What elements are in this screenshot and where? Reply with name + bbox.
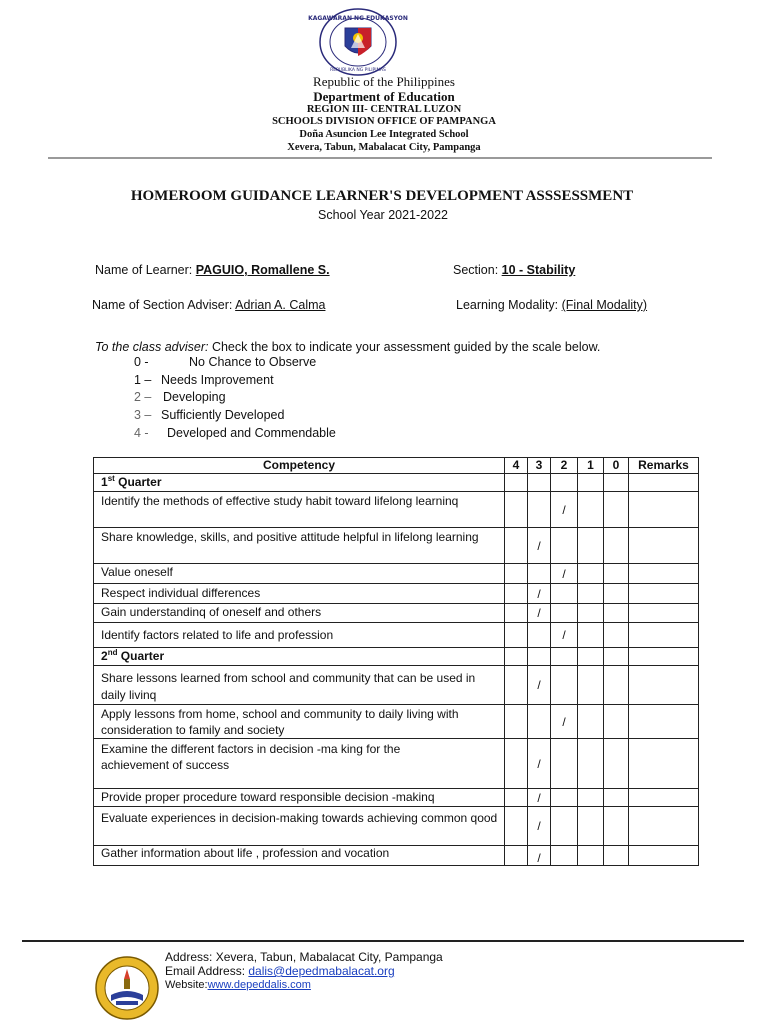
score-cell[interactable]	[505, 528, 528, 564]
score-cell[interactable]	[604, 807, 629, 846]
scale-num: 1 –	[134, 373, 152, 387]
score-cell[interactable]	[505, 789, 528, 807]
remarks-cell[interactable]	[629, 564, 699, 584]
remarks-cell[interactable]	[629, 666, 699, 705]
score-cell[interactable]	[604, 648, 629, 666]
score-cell[interactable]	[604, 584, 629, 604]
table-row	[94, 528, 699, 564]
score-cell[interactable]	[551, 739, 578, 789]
table-row	[94, 564, 699, 584]
header-divider	[48, 157, 712, 159]
table-row	[94, 584, 699, 604]
learner-label: Name of Learner:	[95, 263, 196, 277]
header-remarks: Remarks	[629, 458, 699, 474]
score-cell[interactable]	[505, 648, 528, 666]
footer-website	[165, 979, 311, 991]
score-cell[interactable]	[505, 584, 528, 604]
header-1: 1	[578, 458, 604, 474]
score-cell[interactable]	[528, 705, 551, 739]
footer-email	[165, 964, 395, 978]
score-cell[interactable]	[551, 648, 578, 666]
table-row	[94, 789, 699, 807]
score-cell[interactable]	[578, 739, 604, 789]
school-logo	[94, 955, 160, 1021]
check-mark[interactable]: /	[551, 705, 578, 739]
learner-name: PAGUIO, Romallene S.	[195, 263, 330, 277]
scale-label: Needs Improvement	[161, 373, 274, 387]
modality-label: Learning Modality:	[456, 298, 562, 312]
section-label: Section:	[453, 263, 502, 277]
table-row	[94, 807, 699, 846]
instructions-lead: To the class adviser:	[95, 340, 209, 354]
header-address: Xevera, Tabun, Mabalacat City, Pampanga	[287, 142, 481, 153]
score-cell[interactable]	[551, 789, 578, 807]
deped-seal	[308, 8, 408, 76]
score-cell[interactable]	[604, 604, 629, 623]
learner-field	[95, 263, 330, 277]
score-cell[interactable]	[578, 623, 604, 648]
remarks-cell[interactable]	[629, 739, 699, 789]
remarks-cell[interactable]	[629, 705, 699, 739]
score-cell[interactable]	[578, 528, 604, 564]
score-cell[interactable]	[604, 739, 629, 789]
score-cell[interactable]	[578, 648, 604, 666]
header-republic: Republic of the Philippines	[313, 74, 455, 89]
score-cell[interactable]	[578, 705, 604, 739]
score-cell[interactable]	[604, 528, 629, 564]
header-4: 4	[505, 458, 528, 474]
check-mark[interactable]: /	[528, 528, 551, 564]
adviser-field	[92, 298, 325, 312]
competency-text: Value oneself	[94, 564, 505, 584]
score-cell[interactable]	[505, 492, 528, 528]
competency-text: Share knowledge, skills, and positive attitude helpful in lifelong learning	[94, 528, 505, 564]
competency-text: Gain understandinq of oneself and others	[94, 604, 505, 623]
school-year: School Year 2021-2022	[318, 208, 448, 222]
competency-text: Identify the methods of effective study habit toward lifelong learninq	[94, 492, 505, 528]
quarter-label: 2nd Quarter	[94, 648, 505, 666]
remarks-cell[interactable]	[629, 474, 699, 492]
score-cell[interactable]	[505, 623, 528, 648]
quarter-row	[94, 474, 699, 492]
score-cell[interactable]	[505, 739, 528, 789]
check-mark[interactable]: /	[528, 789, 551, 807]
score-cell[interactable]	[505, 604, 528, 623]
remarks-cell[interactable]	[629, 846, 699, 866]
seal-text: KAGAWARAN NG EDUKASYON	[308, 15, 408, 22]
competency-text: Identify factors related to life and profession	[94, 623, 505, 648]
check-mark[interactable]: /	[528, 584, 551, 604]
score-cell[interactable]	[505, 564, 528, 584]
scale-num: 0 -	[134, 355, 149, 369]
competency-table	[93, 457, 699, 866]
quarter-label: 1st Quarter	[94, 474, 505, 492]
header-competency: Competency	[94, 458, 505, 474]
scale-num: 4 -	[134, 426, 149, 440]
check-mark[interactable]: /	[528, 739, 551, 789]
score-cell[interactable]	[604, 492, 629, 528]
competency-text: Provide proper procedure toward responsible decision -makinq	[94, 789, 505, 807]
modality-field	[456, 298, 647, 312]
score-cell[interactable]	[551, 846, 578, 866]
table-row	[94, 705, 699, 739]
check-mark[interactable]: /	[528, 807, 551, 846]
score-cell[interactable]	[604, 666, 629, 705]
score-cell[interactable]	[578, 584, 604, 604]
scale-item-1	[134, 373, 274, 387]
score-cell[interactable]	[578, 474, 604, 492]
score-cell[interactable]	[578, 789, 604, 807]
score-cell[interactable]	[505, 474, 528, 492]
competency-text: Evaluate experiences in decision-making towards achieving common qood	[94, 807, 505, 846]
check-mark[interactable]: /	[551, 623, 578, 648]
check-mark[interactable]: /	[551, 492, 578, 528]
score-cell[interactable]	[505, 666, 528, 705]
remarks-cell[interactable]	[629, 789, 699, 807]
scale-item-4	[134, 426, 336, 440]
header-department: Department of Education	[313, 89, 455, 104]
scale-label: No Chance to Observe	[189, 355, 317, 369]
section-name: 10 - Stability	[501, 263, 576, 277]
score-cell[interactable]	[578, 846, 604, 866]
seal-bottom-text: REPUBLIKA NG PILIPINAS	[330, 68, 386, 73]
score-cell[interactable]	[551, 807, 578, 846]
score-cell[interactable]	[528, 564, 551, 584]
scale-item-3	[134, 408, 284, 422]
score-cell[interactable]	[551, 666, 578, 705]
website-link[interactable]: www.depeddalis.com	[207, 979, 311, 991]
table-row	[94, 739, 699, 789]
header-3: 3	[528, 458, 551, 474]
score-cell[interactable]	[551, 528, 578, 564]
scale-num: 2 –	[134, 390, 152, 404]
website-label: Website:	[165, 979, 208, 991]
scale-item-2	[134, 390, 226, 404]
check-mark[interactable]: /	[528, 604, 551, 623]
score-cell[interactable]	[604, 846, 629, 866]
competency-text: Examine the different factors in decision -ma king for the achievement of success	[94, 739, 505, 789]
modality-value: (Final Modality)	[561, 298, 648, 312]
remarks-cell[interactable]	[629, 623, 699, 648]
header-school: Doña Asuncion Lee Integrated School	[299, 129, 469, 140]
document-title: HOMEROOM GUIDANCE LEARNER'S DEVELOPMENT ASSSESSMENT	[130, 188, 634, 204]
adviser-label: Name of Section Adviser:	[92, 298, 236, 312]
header-division: SCHOOLS DIVISION OFFICE OF PAMPANGA	[272, 116, 496, 127]
scale-num: 3 –	[134, 408, 152, 422]
competency-text: Gather information about life , profession and vocation	[94, 846, 505, 866]
score-cell[interactable]	[528, 492, 551, 528]
header-region: REGION III- CENTRAL LUZON	[306, 104, 462, 115]
score-cell[interactable]	[604, 564, 629, 584]
table-row	[94, 492, 699, 528]
check-mark[interactable]: /	[528, 666, 551, 705]
quarter-row	[94, 648, 699, 666]
competency-text: Apply lessons from home, school and community to daily living with consideration to family and society	[94, 705, 505, 739]
score-cell[interactable]	[505, 705, 528, 739]
footer-address: Address: Xevera, Tabun, Mabalacat City, Pampanga	[165, 950, 443, 964]
score-cell[interactable]	[551, 584, 578, 604]
remarks-cell[interactable]	[629, 492, 699, 528]
score-cell[interactable]	[505, 807, 528, 846]
check-mark[interactable]: /	[551, 564, 578, 584]
header-2: 2	[551, 458, 578, 474]
remarks-cell[interactable]	[629, 584, 699, 604]
remarks-cell[interactable]	[629, 648, 699, 666]
table-row	[94, 846, 699, 866]
header-0: 0	[604, 458, 629, 474]
table-header-row	[94, 458, 699, 474]
scale-label: Developed and Commendable	[167, 426, 336, 440]
table-row	[94, 666, 699, 705]
score-cell[interactable]	[528, 623, 551, 648]
competency-text: Share lessons learned from school and community that can be used in daily livinq	[94, 666, 505, 705]
score-cell[interactable]	[578, 492, 604, 528]
table-row	[94, 623, 699, 648]
score-cell[interactable]	[578, 604, 604, 623]
check-mark[interactable]: /	[528, 846, 551, 866]
footer-divider	[22, 940, 744, 942]
remarks-cell[interactable]	[629, 604, 699, 623]
scale-item-0	[134, 355, 316, 369]
scale-label: Developing	[163, 390, 226, 404]
score-cell[interactable]	[604, 705, 629, 739]
table-row	[94, 604, 699, 623]
score-cell[interactable]	[551, 474, 578, 492]
score-cell[interactable]	[528, 474, 551, 492]
score-cell[interactable]	[604, 789, 629, 807]
score-cell[interactable]	[578, 666, 604, 705]
email-link[interactable]: dalis@depedmabalacat.org	[248, 964, 395, 978]
instructions	[95, 340, 600, 354]
competency-text: Respect individual differences	[94, 584, 505, 604]
section-field	[453, 263, 575, 277]
scale-label: Sufficiently Developed	[161, 408, 285, 422]
score-cell[interactable]	[578, 807, 604, 846]
remarks-cell[interactable]	[629, 807, 699, 846]
score-cell[interactable]	[551, 604, 578, 623]
instructions-text: Check the box to indicate your assessment guided by the scale below.	[208, 340, 601, 354]
score-cell[interactable]	[578, 564, 604, 584]
score-cell[interactable]	[604, 474, 629, 492]
adviser-name: Adrian A. Calma	[235, 298, 326, 312]
remarks-cell[interactable]	[629, 528, 699, 564]
score-cell[interactable]	[604, 623, 629, 648]
score-cell[interactable]	[528, 648, 551, 666]
email-label: Email Address:	[165, 964, 249, 978]
score-cell[interactable]	[505, 846, 528, 866]
